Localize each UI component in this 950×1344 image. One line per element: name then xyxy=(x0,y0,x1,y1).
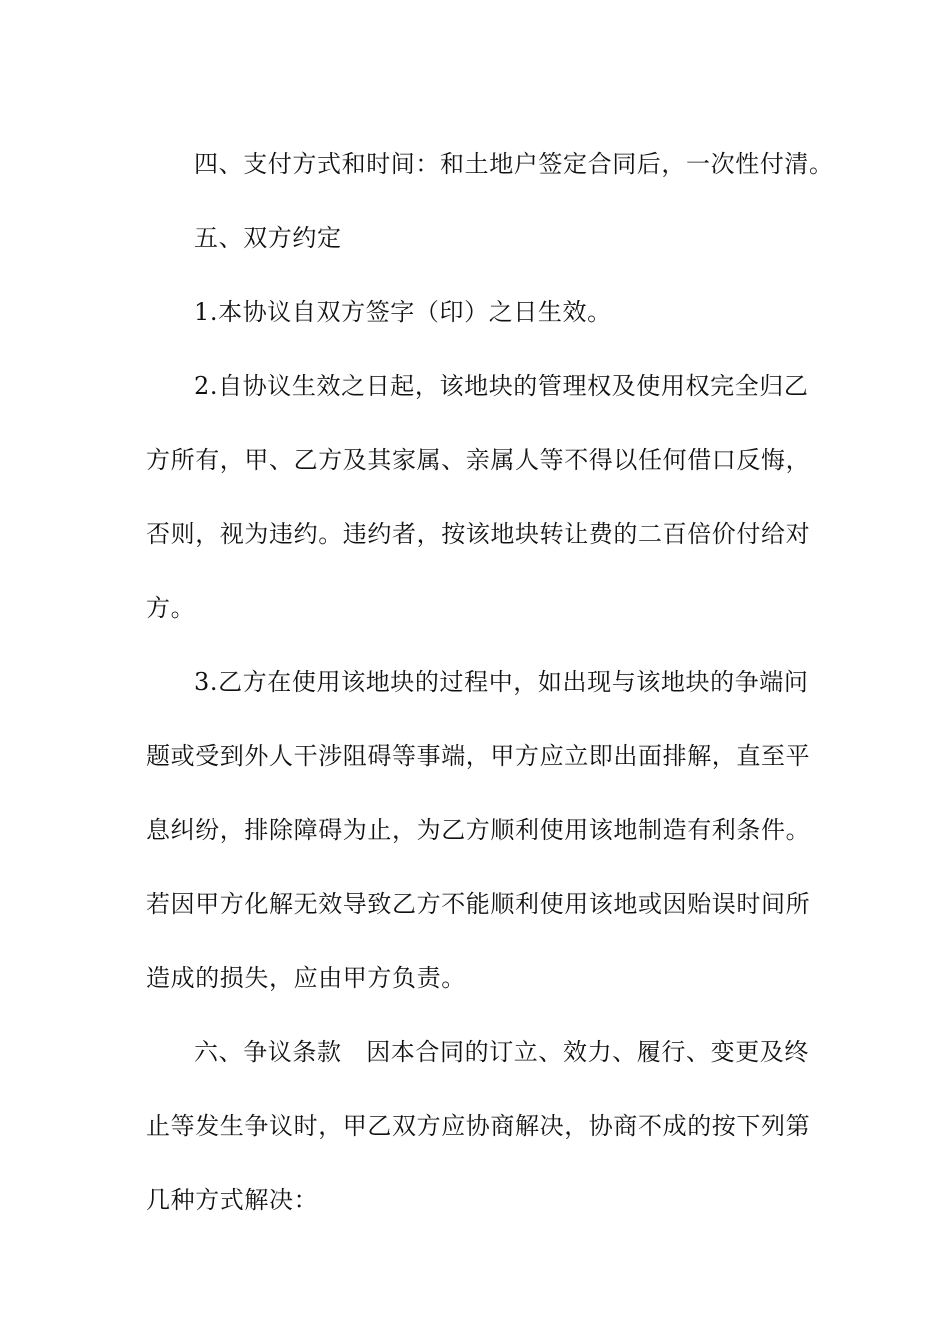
clause-3-line-4: 若因甲方化解无效导致乙方不能顺利使用该地或因贻误时间所 xyxy=(146,890,811,918)
clause-3-line-5: 造成的损失，应由甲方负责。 xyxy=(146,964,466,992)
clause-2-line-3: 否则，视为违约。违约者，按该地块转让费的二百倍价付给对 xyxy=(146,520,811,548)
document-body xyxy=(146,127,834,1237)
dispute-clause-line-1: 六、争议条款 因本合同的订立、效力、履行、变更及终 xyxy=(194,1038,809,1066)
clause-2-line-4: 方。 xyxy=(146,594,196,622)
clause-3-line-1: 3.乙方在使用该地块的过程中，如出现与该地块的争端问 xyxy=(194,668,809,696)
clause-3-line-3: 息纠纷，排除障碍为止，为乙方顺利使用该地制造有利条件。 xyxy=(146,816,811,844)
dispute-clause-line-2: 止等发生争议时，甲乙双方应协商解决，协商不成的按下列第 xyxy=(146,1112,811,1140)
dispute-clause-line-3: 几种方式解决： xyxy=(146,1186,319,1214)
clause-2-line-1: 2.自协议生效之日起，该地块的管理权及使用权完全归乙 xyxy=(194,372,809,400)
clause-2-line-2: 方所有，甲、乙方及其家属、亲属人等不得以任何借口反悔， xyxy=(146,446,811,474)
payment-clause-line: 四、支付方式和时间：和土地户签定合同后，一次性付清。 xyxy=(194,150,834,178)
clause-1-line: 1.本协议自双方签字（印）之日生效。 xyxy=(194,298,612,326)
clause-3-line-2: 题或受到外人干涉阻碍等事端，甲方应立即出面排解，直至平 xyxy=(146,742,811,770)
section-five-heading: 五、双方约定 xyxy=(194,224,342,252)
